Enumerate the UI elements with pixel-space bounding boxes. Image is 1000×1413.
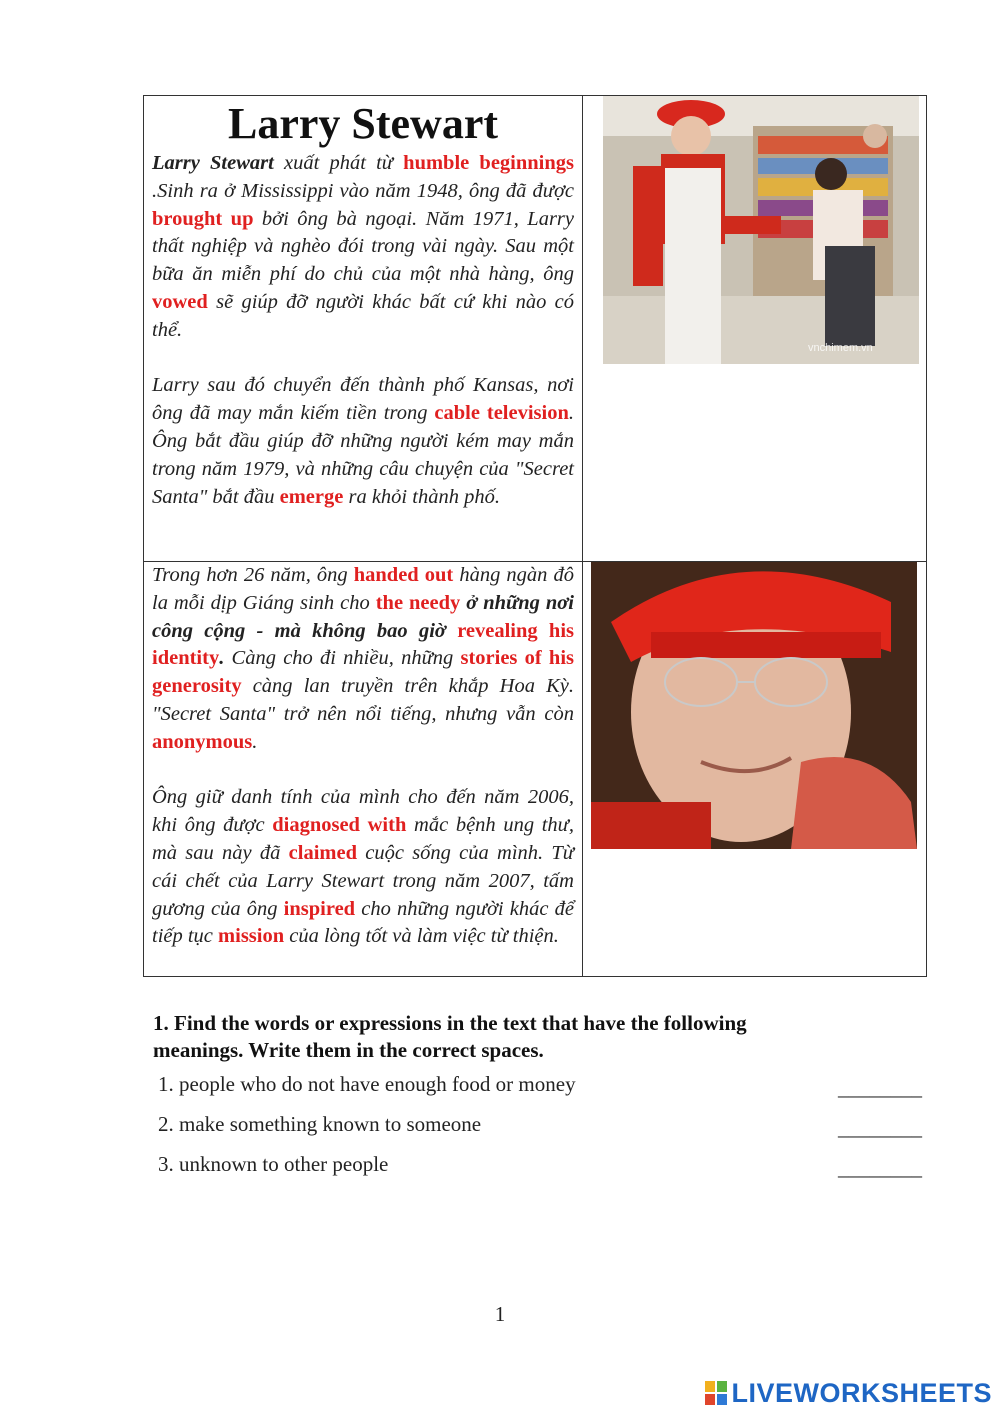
text-run: Larry sau đó chuyển đến thành phố Kansas, nơi ông đã may mắn kiếm tiền trong <box>152 374 574 425</box>
keyword: humble beginnings <box>403 152 575 174</box>
photo-santa-in-store <box>603 96 919 364</box>
keyword: mission <box>218 925 285 948</box>
reading-table <box>143 95 927 977</box>
text-run: Càng cho đi nhiều, những <box>224 647 461 670</box>
paragraph-2 <box>152 372 574 511</box>
exercise-heading-line2: meanings. Write them in the correct spaces. <box>153 1038 544 1062</box>
exercise-item-2: 2. make something known to someone <box>158 1112 482 1136</box>
text-cell-bottom <box>152 562 574 976</box>
text-run: xuất phát từ <box>273 152 404 174</box>
page-title: Larry Stewart <box>227 99 498 148</box>
answer-blank-3[interactable]: ________ <box>838 1156 922 1180</box>
exercise-item-3: 3. unknown to other people <box>158 1152 389 1176</box>
text-run: cho những người khác để tiếp tục <box>152 897 574 948</box>
keyword: inspired <box>283 897 356 920</box>
keyword: brought up <box>152 207 254 230</box>
answer-blank-2[interactable]: ________ <box>838 1116 922 1140</box>
keyword: handed out <box>353 564 454 586</box>
text-run <box>446 620 457 642</box>
keyword: stories of his generosity <box>152 647 575 698</box>
text-run: .Sinh ra ở Mississippi vào năm 1948, ông đã được <box>152 179 574 202</box>
text-run: Ông giữ danh tính của mình cho đến năm 2006, khi ông được <box>152 786 574 837</box>
keyword: the needy <box>375 591 461 614</box>
text-cell-top <box>152 96 574 561</box>
keyword: claimed <box>288 841 357 864</box>
text-run: . <box>219 647 225 670</box>
answer-blank-1[interactable]: ________ <box>838 1076 922 1100</box>
liveworksheets-logo[interactable] <box>705 1378 992 1408</box>
keyword: anonymous <box>152 730 253 753</box>
text-run: . Ông bắt đầu giúp đỡ những người kém may mắn trong năm 1979, và những câu chuyện của "Secret Santa" bắt đầu <box>152 402 574 508</box>
table-column-divider <box>582 96 583 976</box>
text-run: Trong hơn 26 năm, ông <box>152 564 354 586</box>
text-run: . <box>252 730 258 753</box>
text-run: bởi ông bà ngoại. Năm 1971, Larry thất nghiệp và nghèo đói trong vài ngày. Sau một bữa ăn miễn phí do chủ của một nhà hàng, ông <box>152 207 575 286</box>
text-run: sẽ giúp đỡ người khác bất cứ khi nào có thể. <box>152 290 574 341</box>
text-run: của lòng tốt và làm việc từ thiện. <box>284 925 559 948</box>
keyword: revealing his identity <box>152 619 575 670</box>
text-run: Larry Stewart <box>152 152 274 174</box>
keyword: emerge <box>279 485 344 508</box>
text-run: mắc bệnh ung thư, mà sau này đã <box>152 814 574 864</box>
text-run: càng lan truyền trên khắp Hoa Kỳ. "Secret Santa" trở nên nổi tiếng, nhưng vẫn còn <box>152 675 574 725</box>
text-run: hàng ngàn đô la mỗi dịp Giáng sinh cho <box>152 564 574 614</box>
exercise-item-1: 1. people who do not have enough food or money <box>158 1072 576 1096</box>
brand-name: LIVEWORKSHEETS <box>731 1377 992 1408</box>
paragraph-1 <box>152 150 574 345</box>
page-number: 1 <box>494 1302 506 1326</box>
photo-watermark: vnchimem.vn <box>808 342 873 354</box>
photo-santa-portrait <box>591 562 917 849</box>
text-run: ra khỏi thành phố. <box>343 485 500 508</box>
liveworksheets-icon <box>705 1381 727 1405</box>
paragraph-3 <box>152 562 574 757</box>
exercise-heading <box>153 1010 853 1064</box>
text-run: cuộc sống của mình. Từ cái chết của Larry Stewart trong năm 2007, tấm gương của ông <box>152 841 574 920</box>
keyword: diagnosed with <box>272 814 407 837</box>
keyword: vowed <box>152 290 208 313</box>
paragraph-4 <box>152 784 574 951</box>
keyword: cable television <box>434 402 569 425</box>
text-run: ở những nơi công cộng - mà không bao giờ <box>152 591 574 642</box>
exercise-heading-line1: 1. Find the words or expressions in the text that have the following <box>153 1011 747 1035</box>
